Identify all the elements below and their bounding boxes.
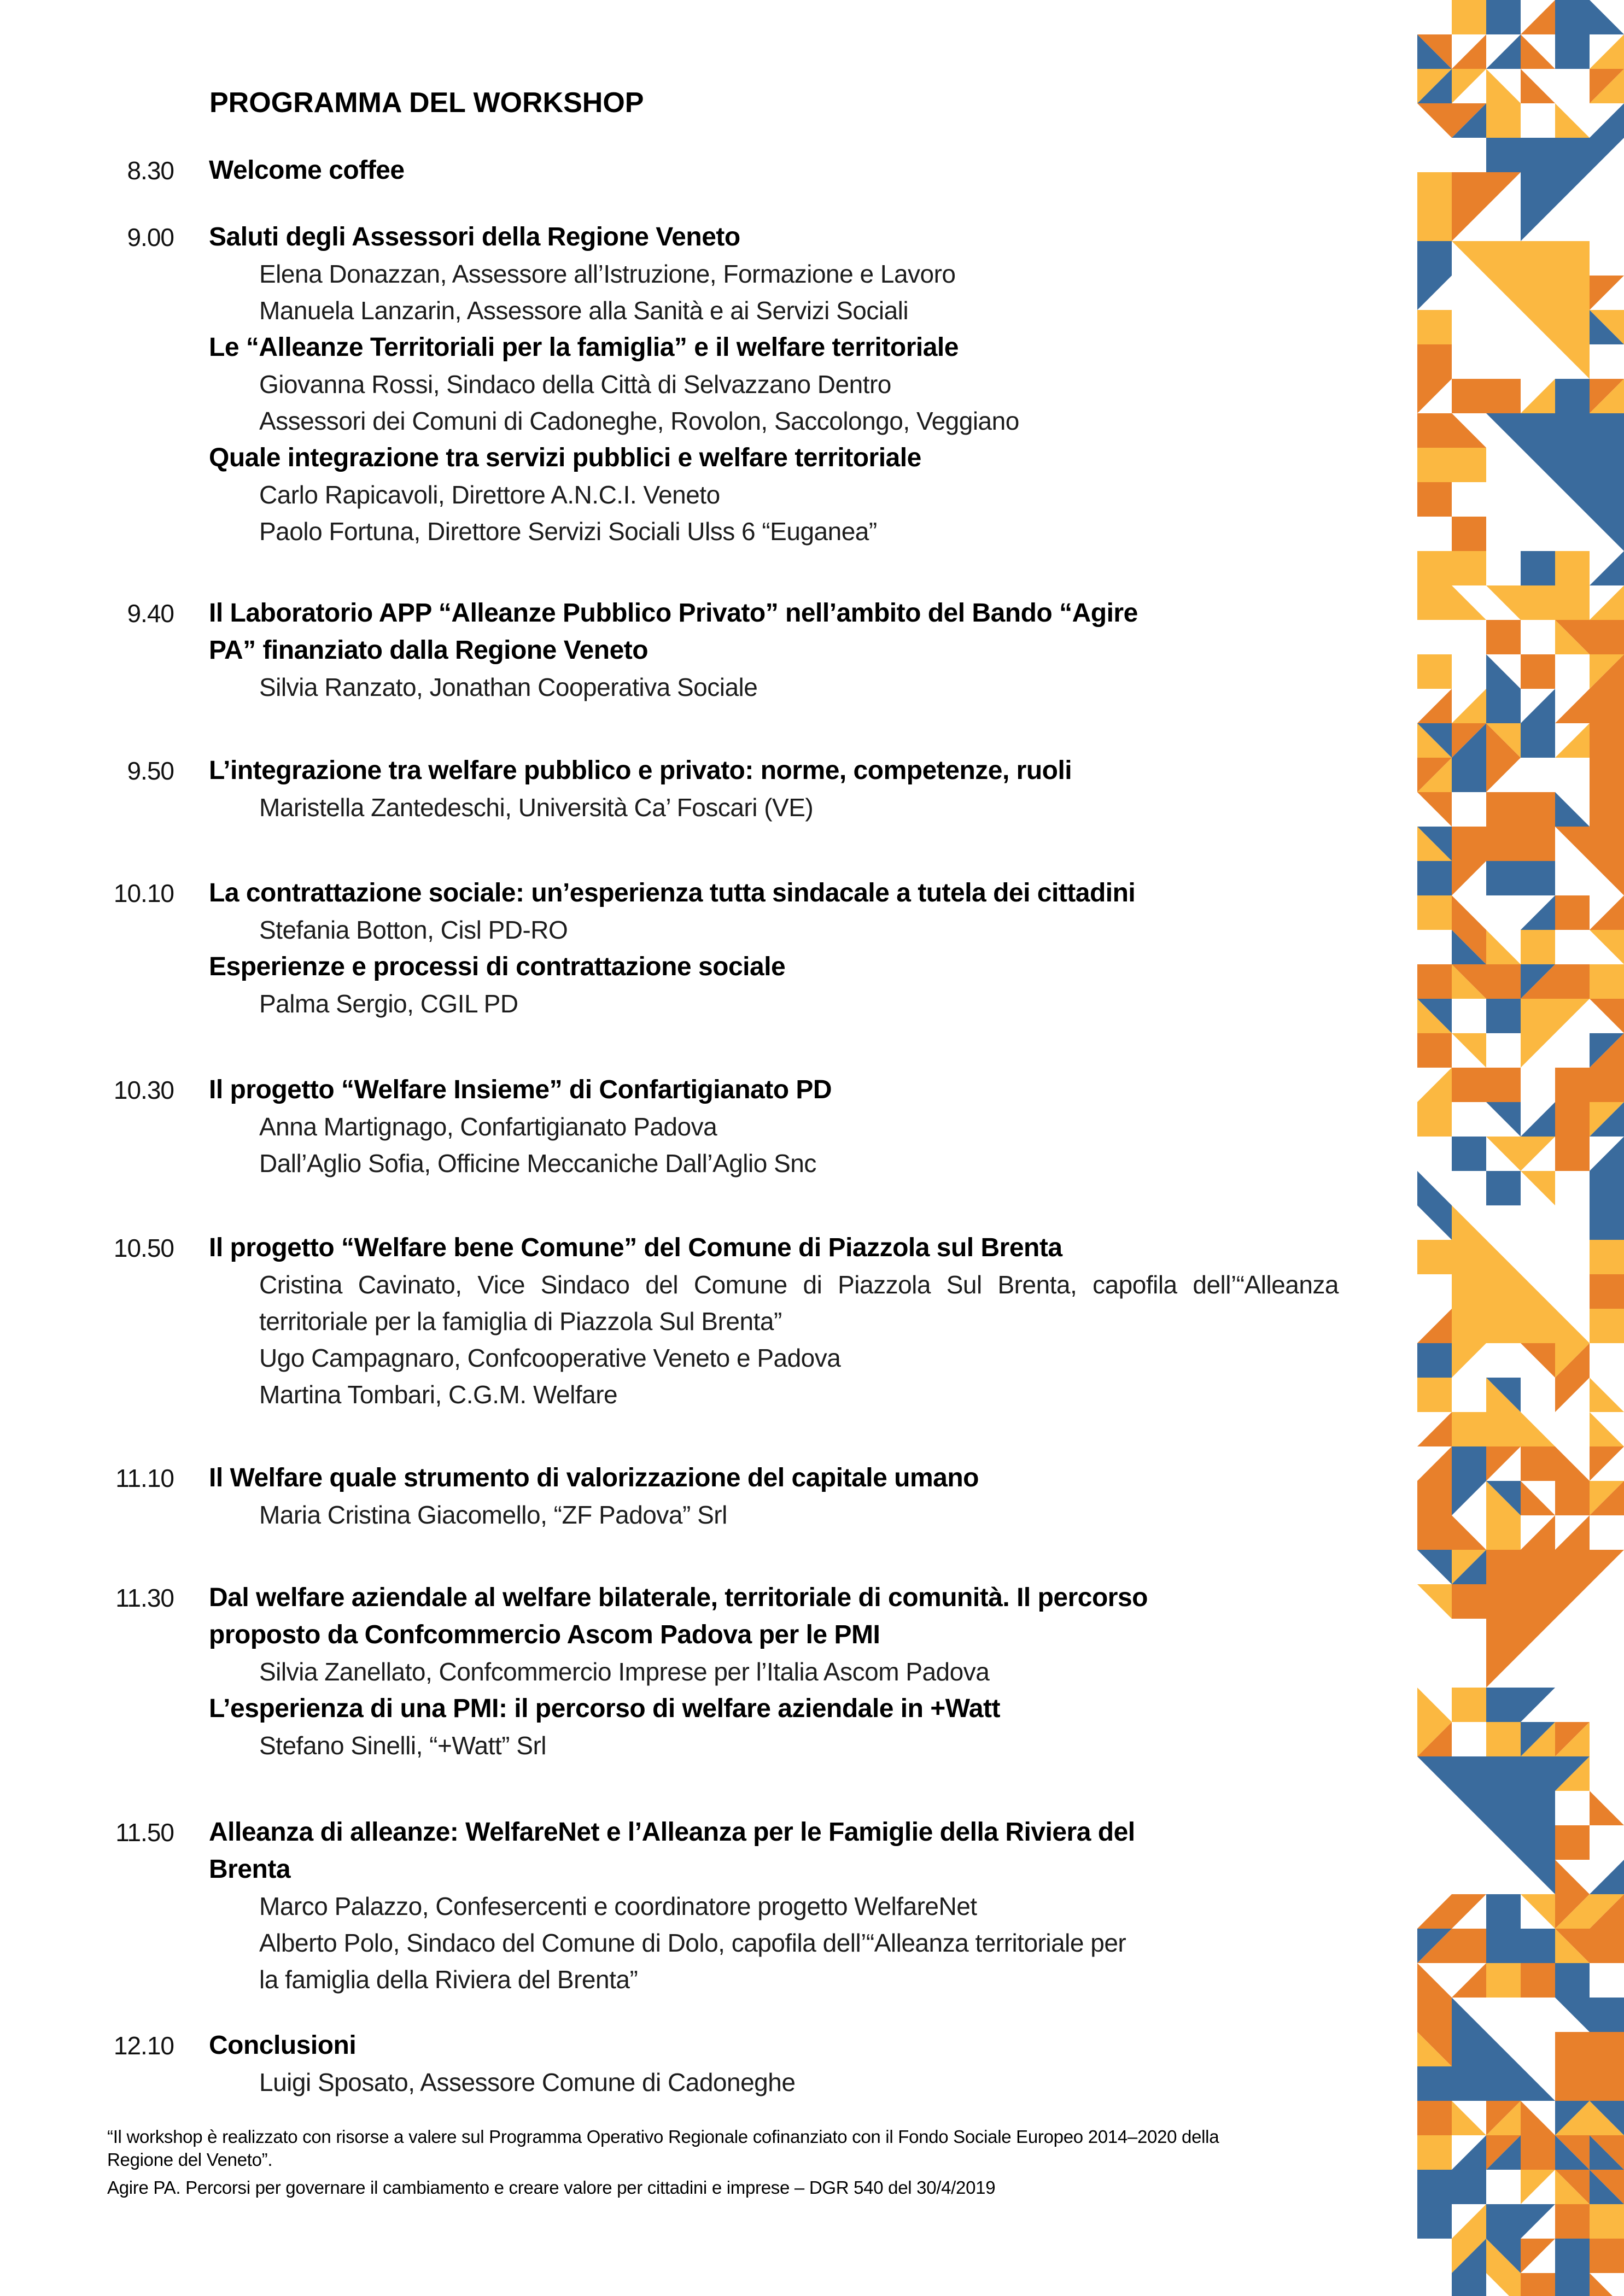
session-speaker: Assessori dei Comuni di Cadoneghe, Rovolon, Saccolongo, Veggiano: [259, 407, 1019, 435]
session-speaker: Paolo Fortuna, Direttore Servizi Sociali Ulss 6 “Euganea”: [259, 517, 877, 546]
footer-note: “Il workshop è realizzato con risorse a valere sul Programma Operativo Regionale cofinanziato con il Fondo Sociale Europeo 2014–2020 della Regione del Veneto”.: [107, 2127, 1219, 2170]
agenda-item: [71, 752, 1345, 826]
agenda-item: [71, 595, 1345, 706]
agenda-time-label: 12.10: [113, 2031, 174, 2060]
agenda-item-body: [209, 875, 1339, 1022]
session-speaker: Martina Tombari, C.G.M. Welfare: [259, 1380, 618, 1409]
agenda-item-body: [209, 152, 1339, 189]
session-title: Conclusioni: [209, 2031, 357, 2060]
session-speaker: Marco Palazzo, Confesercenti e coordinatore progetto WelfareNet: [259, 1892, 977, 1920]
session-speaker: Elena Donazzan, Assessore all’Istruzione, Formazione e Lavoro: [259, 260, 956, 288]
agenda-item: [71, 152, 1345, 189]
session-speaker: Maria Cristina Giacomello, “ZF Padova” Srl: [259, 1501, 727, 1529]
agenda-item-body: [209, 595, 1339, 706]
agenda-time-label: 10.30: [113, 1076, 174, 1104]
agenda-item-body: [209, 1071, 1339, 1182]
agenda-item: [71, 1814, 1345, 1998]
session-title: Saluti degli Assessori della Regione Veneto: [209, 222, 740, 251]
agenda-time-label: 9.00: [127, 223, 174, 251]
session-speaker: Giovanna Rossi, Sindaco della Città di Selvazzano Dentro: [259, 370, 891, 399]
agenda-item-body: [209, 752, 1339, 826]
session-speaker: Manuela Lanzarin, Assessore alla Sanità e ai Servizi Sociali: [259, 296, 909, 325]
footer-note: Agire PA. Percorsi per governare il cambiamento e creare valore per cittadini e imprese – DGR 540 del 30/4/2019: [107, 2177, 996, 2198]
session-title: Esperienze e processi di contrattazione sociale: [209, 952, 786, 981]
session-title: Alleanza di alleanze: WelfareNet e l’Alleanza per le Famiglie della Riviera del Brenta: [209, 1818, 1135, 1884]
session-title: La contrattazione sociale: un’esperienza tutta sindacale a tutela dei cittadini: [209, 878, 1136, 907]
agenda-time-label: 10.10: [113, 879, 174, 907]
agenda-item-body: [209, 1460, 1339, 1533]
page-title: PROGRAMMA DEL WORKSHOP: [209, 87, 644, 119]
agenda-time-label: 11.30: [115, 1584, 174, 1612]
session-title: Il progetto “Welfare Insieme” di Confartigianato PD: [209, 1075, 832, 1104]
agenda-item-body: [209, 1579, 1339, 1764]
session-title: Il Welfare quale strumento di valorizzazione del capitale umano: [209, 1463, 979, 1492]
session-speaker: Anna Martignago, Confartigianato Padova: [259, 1112, 717, 1141]
session-title: L’esperienza di una PMI: il percorso di welfare aziendale in +Watt: [209, 1694, 1000, 1723]
agenda-time-label: 9.50: [127, 757, 174, 785]
session-title: L’integrazione tra welfare pubblico e privato: norme, competenze, ruoli: [209, 756, 1072, 785]
agenda-time-label: 11.50: [115, 1818, 174, 1847]
session-speaker: Dall’Aglio Sofia, Officine Meccaniche Dall’Aglio Snc: [259, 1149, 816, 1178]
agenda-item: [71, 1579, 1345, 1764]
agenda-item: [71, 1460, 1345, 1533]
agenda-item-body: [209, 2027, 1339, 2101]
agenda-item-body: [209, 1229, 1339, 1413]
session-title: Le “Alleanze Territoriali per la famiglia” e il welfare territoriale: [209, 333, 959, 362]
session-speaker: Carlo Rapicavoli, Direttore A.N.C.I. Veneto: [259, 481, 720, 509]
agenda-item: [71, 219, 1345, 550]
agenda-item-body: [209, 219, 1339, 550]
session-speaker: Maristella Zantedeschi, Università Ca’ Foscari (VE): [259, 793, 814, 822]
footer-notes: [107, 2125, 1365, 2204]
agenda-item: [71, 1071, 1345, 1182]
session-speaker: Alberto Polo, Sindaco del Comune di Dolo, capofila dell’“Alleanza territoriale per la famiglia della Riviera del Brenta”: [259, 1929, 1126, 1994]
agenda-time-label: 8.30: [127, 156, 174, 185]
agenda-time-label: 9.40: [127, 599, 174, 628]
session-speaker: Ugo Campagnaro, Confcooperative Veneto e Padova: [259, 1344, 841, 1372]
session-speaker: Stefano Sinelli, “+Watt” Srl: [259, 1731, 546, 1760]
session-speaker: Cristina Cavinato, Vice Sindaco del Comune di Piazzola Sul Brenta, capofila dell’“Alleanza territoriale per la famiglia di Piazzola Sul Brenta”: [259, 1270, 1339, 1336]
session-title: Dal welfare aziendale al welfare bilaterale, territoriale di comunità. Il percorso proposto da Confcommercio Ascom Padova per le PMI: [209, 1583, 1148, 1649]
agenda-item-body: [209, 1814, 1339, 1998]
session-title: Welcome coffee: [209, 156, 405, 185]
session-title: Quale integrazione tra servizi pubblici e welfare territoriale: [209, 443, 921, 472]
agenda-item: [71, 875, 1345, 1022]
session-speaker: Silvia Ranzato, Jonathan Cooperativa Sociale: [259, 673, 758, 701]
session-title: Il progetto “Welfare bene Comune” del Comune di Piazzola sul Brenta: [209, 1233, 1062, 1262]
agenda-time-label: 11.10: [115, 1464, 174, 1492]
agenda-time-label: 10.50: [113, 1234, 174, 1262]
agenda-item: [71, 2027, 1345, 2101]
session-title: Il Laboratorio APP “Alleanze Pubblico Privato” nell’ambito del Bando “Agire PA” finanziato dalla Regione Veneto: [209, 599, 1138, 665]
session-speaker: Silvia Zanellato, Confcommercio Imprese per l’Italia Ascom Padova: [259, 1657, 990, 1686]
session-speaker: Luigi Sposato, Assessore Comune di Cadoneghe: [259, 2068, 796, 2096]
agenda-item: [71, 1229, 1345, 1413]
session-speaker: Palma Sergio, CGIL PD: [259, 989, 518, 1018]
session-speaker: Stefania Botton, Cisl PD-RO: [259, 916, 568, 944]
